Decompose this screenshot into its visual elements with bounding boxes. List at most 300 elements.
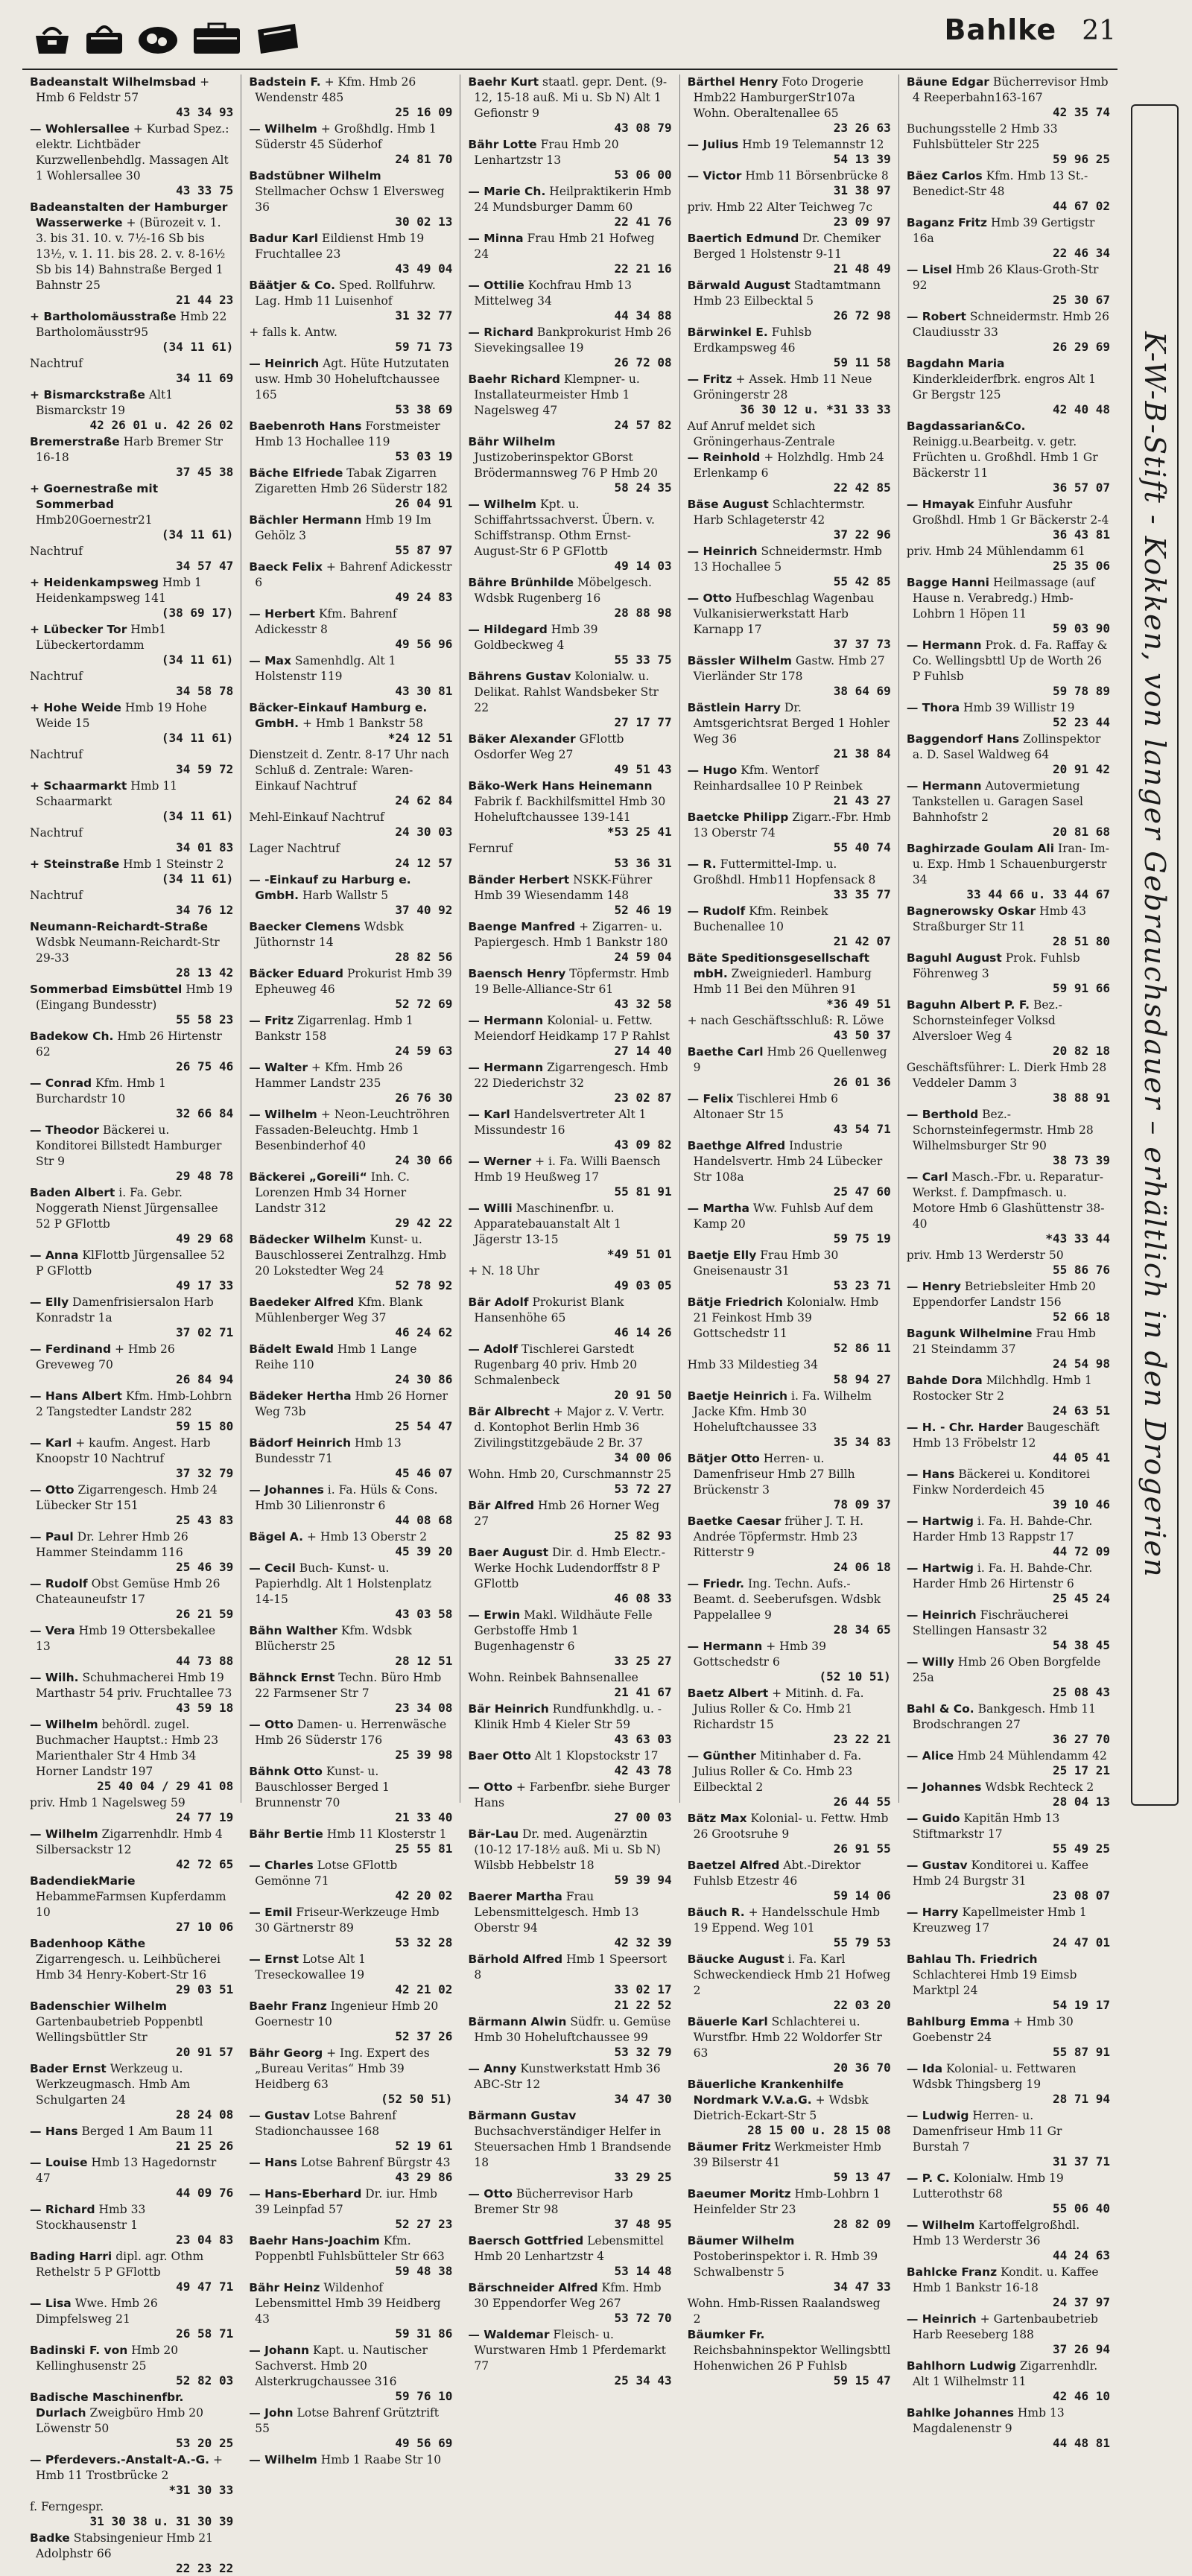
entry-details: Schlachtermstr. Harb Schlageterstr 42 xyxy=(693,498,866,527)
entry-phone: 52 37 26 xyxy=(395,2029,453,2043)
entry-details: Zigarrenhdlr. Alt 1 Wilhelmstr 11 xyxy=(912,2359,1098,2388)
directory-entry xyxy=(468,74,671,136)
page-heading xyxy=(944,13,1116,46)
entry-name: — Hmayak xyxy=(906,498,974,511)
directory-entry xyxy=(468,778,671,840)
entry-details: Lotse Bahrenf Grütztrift 55 xyxy=(255,2406,440,2435)
directory-entry xyxy=(907,1514,1110,1559)
entry-name: — R. xyxy=(687,857,717,871)
directory-entry xyxy=(688,2327,891,2388)
entry-name: — Anny xyxy=(468,2062,517,2075)
directory-entry xyxy=(30,982,233,1027)
entry-name: — Gustav xyxy=(249,2109,311,2122)
entry-name: Bahlhorn Ludwig xyxy=(906,2359,1016,2373)
directory-entry xyxy=(30,481,233,542)
entry-details: Harb Bremer Str 16-18 xyxy=(36,435,224,464)
entry-name: — Werner xyxy=(468,1155,532,1168)
entry-name: — Fritz xyxy=(249,1014,294,1027)
entry-details: i. Fa. Gebr. Noggerath Nienst Jürgensallee 52 P GFlottb xyxy=(36,1186,218,1231)
entry-phone: 49 56 69 xyxy=(395,2436,453,2450)
directory-entry xyxy=(30,1185,233,1246)
directory-entry xyxy=(907,1608,1110,1653)
directory-entry xyxy=(468,2061,671,2107)
entry-phone: 37 26 94 xyxy=(1052,2342,1111,2356)
directory-entry xyxy=(30,121,233,198)
entry-details: Fleisch- u. Wurstwaren Hmb 1 Pferdemarkt 77 xyxy=(474,2328,666,2373)
entry-phone: 25 47 60 xyxy=(833,1184,891,1199)
entry-phone: (34 11 61) xyxy=(161,872,234,886)
directory-entry xyxy=(907,262,1110,308)
entry-details: Kfm. Reinbek Buchenallee 10 xyxy=(693,904,828,933)
entry-details: + N. 18 Uhr xyxy=(468,1264,539,1278)
directory-entry xyxy=(249,419,452,464)
entry-details: Wohn. Reinbek Bahnsenallee xyxy=(468,1671,638,1684)
directory-columns xyxy=(22,74,1118,2575)
entry-name: — Johann xyxy=(249,2344,310,2357)
directory-entry xyxy=(468,1997,671,2013)
entry-details: Fuhlsb Erdkampsweg 46 xyxy=(693,326,812,355)
directory-entry xyxy=(907,356,1110,417)
directory-entry xyxy=(688,1858,891,1903)
directory-entry xyxy=(468,1342,671,1403)
directory-entry xyxy=(249,810,452,840)
entry-phone: 28 12 51 xyxy=(395,1654,453,1668)
entry-name: — Hermann xyxy=(687,1640,763,1653)
directory-entry xyxy=(468,966,671,1012)
entry-name: Bäucke August xyxy=(687,1952,784,1966)
entry-details: Hmb 11 Schaarmarkt xyxy=(36,779,178,808)
entry-details: behördl. zugel. Buchmacher Hauptst.: Hmb 23 Marienthaler Str 4 Hmb 34 Horner Landstr 197 xyxy=(36,1718,219,1778)
directory-entry xyxy=(907,168,1110,214)
directory-entry xyxy=(30,857,233,886)
directory-entry xyxy=(688,1639,891,1684)
directory-entry xyxy=(249,1623,452,1669)
directory-entry xyxy=(907,497,1110,542)
directory-entry xyxy=(907,2358,1110,2404)
entry-name: — Elly xyxy=(30,1295,69,1309)
entry-phone: (34 11 61) xyxy=(161,809,234,823)
entry-details: + Kfm. Hmb 26 Wendenstr 485 xyxy=(255,75,416,104)
directory-entry xyxy=(907,215,1110,261)
entry-phone: 24 30 03 xyxy=(395,825,453,839)
entry-phone: 27 17 77 xyxy=(614,715,672,729)
directory-column xyxy=(22,74,241,2575)
directory-entry xyxy=(907,575,1110,636)
entry-phone: 55 06 40 xyxy=(1052,2201,1111,2215)
entry-details: Wohn. Hmb 20, Curschmannstr 25 xyxy=(468,1468,672,1481)
entry-phone: 34 11 69 xyxy=(176,371,234,385)
entry-phone: 43 59 18 xyxy=(176,1701,234,1715)
entry-details: Ww. Fuhlsb Auf dem Kamp 20 xyxy=(693,1202,874,1231)
entry-name: — Anna xyxy=(30,1249,79,1262)
entry-details: priv. Hmb 24 Mühlendamm 61 xyxy=(906,545,1085,558)
directory-entry xyxy=(688,1811,891,1856)
entry-phone: 59 91 66 xyxy=(1052,981,1111,995)
entry-details: Dr. Lehrer Hmb 26 Hammer Steindamm 116 xyxy=(36,1530,188,1559)
entry-phone: 49 29 68 xyxy=(176,1231,234,1246)
handbag-icon xyxy=(33,22,72,55)
entry-name: Baertich Edmund xyxy=(687,232,799,245)
entry-phone: 53 23 71 xyxy=(833,1278,891,1292)
entry-details: Gastw. Hmb 27 Vierländer Str 178 xyxy=(693,654,885,683)
entry-phone: 23 04 83 xyxy=(176,2233,234,2247)
directory-entry xyxy=(468,669,671,730)
entry-name: Bäumer Wilhelm xyxy=(687,2234,795,2247)
entry-name: Baetcke Philipp xyxy=(687,810,789,824)
entry-name: — Hans xyxy=(30,2125,78,2138)
entry-details: NSKK-Führer Hmb 39 Wiesendamm 148 xyxy=(474,873,653,902)
entry-phone: 59 13 47 xyxy=(833,2170,891,2184)
entry-details: Kfm. Hmb 13 St.-Benedict-Str 48 xyxy=(912,169,1088,198)
entry-name: — Paul xyxy=(30,1530,74,1544)
entry-details: + Major z. V. Vertr. d. Kontophot Berlin Hmb 36 Zivilingstitzgebäude 2 Br. 37 xyxy=(474,1405,665,1450)
entry-phone: 37 40 92 xyxy=(395,903,453,917)
entry-phone: 43 54 71 xyxy=(833,1122,891,1136)
entry-name: Bägel A. xyxy=(249,1530,303,1544)
directory-entry xyxy=(907,1326,1110,1371)
entry-phone: 54 13 39 xyxy=(833,152,891,166)
directory-entry xyxy=(688,278,891,323)
directory-entry xyxy=(30,700,233,746)
entry-details: Buchungsstelle 2 Hmb 33 Fuhlsbütteler Str 225 xyxy=(906,122,1058,151)
entry-phone: 43 32 58 xyxy=(614,997,672,1011)
directory-entry xyxy=(907,951,1110,996)
entry-name: — Alice xyxy=(906,1749,954,1763)
entry-name: Bäune Edgar xyxy=(906,75,989,89)
entry-details: Südfr. u. Gemüse Hmb 30 Hoheluftchaussee 99 xyxy=(474,2015,671,2044)
entry-details: Fischräucherei Stellingen Hansastr 32 xyxy=(912,1608,1069,1637)
directory-entry xyxy=(907,638,1110,699)
entry-name: Neumann-Reichardt-Straße xyxy=(30,920,208,933)
directory-entry xyxy=(688,372,891,417)
entry-phone: 54 38 45 xyxy=(1052,1638,1111,1652)
entry-details: Prokurist Blank Hansenhöhe 65 xyxy=(474,1295,624,1325)
entry-details: Dienstzeit d. Zentr. 8-17 Uhr nach Schluß d. Zentrale: Waren-Einkauf Nachtruf xyxy=(249,748,449,793)
entry-details: Möbelgesch. Wdsbk Rugenberg 16 xyxy=(474,576,652,605)
directory-entry xyxy=(468,919,671,965)
entry-details: Masch.-Fbr. u. Reparatur-Werkst. f. Dampfmasch. u. Motore Hmb 6 Glashüttenstr 38-40 xyxy=(912,1170,1105,1231)
entry-details: i. Fa. H. Bahde-Chr. Harder Hmb 26 Hirtenstr 6 xyxy=(912,1561,1093,1590)
entry-name: Badke xyxy=(30,2531,70,2545)
entry-name: Bagunk Wilhelmine xyxy=(906,1327,1033,1340)
entry-name: Bädorf Heinrich xyxy=(249,1436,352,1450)
entry-details: + falls k. Antw. xyxy=(249,326,337,339)
entry-name: — Thora xyxy=(906,701,960,714)
entry-name: Baghirzade Goulam Ali xyxy=(906,842,1055,855)
entry-phone: 59 15 80 xyxy=(176,1419,234,1433)
directory-entry xyxy=(249,1107,452,1168)
entry-phone: 42 20 02 xyxy=(395,1888,453,1903)
directory-entry xyxy=(30,2124,233,2154)
entry-name: — P. C. xyxy=(906,2171,950,2185)
directory-entry xyxy=(907,2108,1110,2169)
directory-entry xyxy=(30,747,233,777)
entry-details: + Handelsschule Hmb 19 Eppend. Weg 101 xyxy=(693,1906,881,1935)
directory-entry xyxy=(249,1482,452,1528)
entry-details: Heilpraktikerin Hmb 24 Mundsburger Damm 60 xyxy=(474,185,672,214)
directory-entry xyxy=(249,1952,452,1997)
entry-phone: 21 41 67 xyxy=(614,1685,672,1699)
entry-phone: 28 34 65 xyxy=(833,1622,891,1637)
entry-phone: 26 75 46 xyxy=(176,1059,234,1073)
entry-details: Friseur-Werkzeuge Hmb 30 Gärtnerstr 89 xyxy=(255,1906,440,1935)
entry-phone: 25 46 39 xyxy=(176,1560,234,1574)
entry-name: Bäko-Werk Hans Heinemann xyxy=(468,779,653,793)
entry-name: — Hermann xyxy=(468,1014,544,1027)
directory-entry xyxy=(30,2531,233,2576)
entry-phone: 23 09 97 xyxy=(833,215,891,229)
entry-name: — Hartwig xyxy=(906,1514,974,1528)
entry-details: Reinigg.u.Bearbeitg. v. getr. Früchten u. Großhdl. Hmb 1 Gr Bäckerstr 11 xyxy=(912,435,1098,480)
entry-phone: 37 37 73 xyxy=(833,637,891,651)
directory-entry xyxy=(688,1013,891,1043)
directory-entry xyxy=(249,356,452,417)
entry-phone: 30 02 13 xyxy=(395,215,453,229)
entry-phone: 43 30 81 xyxy=(395,684,453,698)
entry-details: Hmb 39 Goldbeckweg 4 xyxy=(474,623,598,652)
entry-phone: 25 55 81 xyxy=(395,1841,453,1856)
entry-details: Tischlerei Garstedt Rugenbarg 40 priv. Hmb 20 Schmalenbeck xyxy=(474,1342,638,1387)
entry-phone: 28 82 09 xyxy=(833,2217,891,2231)
directory-entry xyxy=(907,1467,1110,1512)
directory-entry xyxy=(249,2452,452,2468)
directory-entry xyxy=(30,1482,233,1528)
entry-phone: 22 21 16 xyxy=(614,261,672,276)
entry-phone: 27 10 06 xyxy=(176,1920,234,1934)
directory-entry xyxy=(688,1138,891,1199)
directory-entry xyxy=(30,309,233,355)
entry-phone: 35 34 83 xyxy=(833,1435,891,1449)
entry-phone: 28 04 13 xyxy=(1052,1795,1111,1809)
entry-name: Bätjer Otto xyxy=(687,1452,760,1465)
entry-details: Nachtruf xyxy=(30,748,83,761)
entry-details: Nachtruf xyxy=(30,826,83,840)
directory-entry xyxy=(30,1248,233,1293)
entry-phone: 25 16 09 xyxy=(395,105,453,119)
entry-phone: 52 46 19 xyxy=(614,903,672,917)
entry-details: Frau Lebensmittelgesch. Hmb 13 Oberstr 94 xyxy=(474,1890,639,1935)
directory-entry xyxy=(468,1498,671,1544)
entry-name: Bässler Wilhelm xyxy=(687,654,792,667)
directory-entry xyxy=(30,2202,233,2247)
entry-phone: 52 72 69 xyxy=(395,997,453,1011)
entry-name: — Hans-Eberhard xyxy=(249,2187,362,2201)
entry-phone: 31 32 77 xyxy=(395,308,453,323)
directory-entry xyxy=(688,857,891,902)
entry-details: Hmb 1 Speersort 8 xyxy=(474,1952,668,1982)
entry-phone: 44 08 68 xyxy=(395,1513,453,1527)
entry-name: + Bartholomäusstraße xyxy=(30,310,177,323)
entry-phone: 43 29 86 xyxy=(395,2170,453,2184)
entry-phone: 25 17 21 xyxy=(1052,1763,1111,1777)
entry-details: Kunst- u. Bauschlosserei Zentralhzg. Hmb 20 Lokstedter Weg 24 xyxy=(255,1233,447,1278)
entry-name: — Willi xyxy=(468,1202,513,1215)
directory-entry xyxy=(30,1029,233,1074)
directory-entry xyxy=(249,2343,452,2404)
directory-entry xyxy=(907,1780,1110,1809)
directory-entry xyxy=(688,2139,891,2185)
entry-name: Baethe Carl xyxy=(687,1045,764,1059)
entry-details: Bäckerei u. Konditorei Billstedt Hamburger Str 9 xyxy=(36,1123,222,1168)
entry-name: Baetz Albert xyxy=(687,1687,769,1700)
entry-details: Stabsingenieur Hmb 21 Adolphstr 66 xyxy=(36,2531,213,2560)
entry-details: Zollinspektor a. D. Sasel Waldweg 64 xyxy=(912,732,1101,761)
entry-details: + Zigarren- u. Papiergesch. Hmb 1 Bankstr 180 xyxy=(474,920,668,949)
entry-phone: 59 31 86 xyxy=(395,2326,453,2341)
entry-details: Prokurist Hmb 39 Epheuweg 46 xyxy=(255,967,452,996)
entry-name: — Hans xyxy=(906,1468,955,1481)
entry-phone: 33 29 25 xyxy=(614,2170,672,2184)
directory-entry xyxy=(688,544,891,589)
entry-details: Hmb 26 Quellenweg 9 xyxy=(693,1045,887,1074)
directory-entry xyxy=(688,810,891,855)
entry-name: Bagge Hanni xyxy=(906,576,989,589)
entry-phone: 42 43 78 xyxy=(614,1763,672,1777)
entry-name: — Lisa xyxy=(30,2297,72,2310)
entry-name: Baguhn Albert P. F. xyxy=(906,998,1030,1012)
entry-details: Wdsbk Jüthornstr 14 xyxy=(255,920,404,949)
directory-entry xyxy=(907,2218,1110,2263)
directory-entry xyxy=(688,450,891,495)
entry-name: — Theodor xyxy=(30,1123,100,1137)
entry-name: — Emil xyxy=(249,1906,293,1919)
page-header xyxy=(21,6,1116,72)
directory-entry xyxy=(249,325,452,355)
entry-details: HebammeFarmsen Kupferdamm 10 xyxy=(36,1890,226,1919)
entry-details: Kolonialw. Hmb 19 Lutterothstr 68 xyxy=(912,2171,1064,2201)
entry-name: Bähnck Ernst xyxy=(249,1671,335,1684)
directory-entry xyxy=(468,1670,671,1700)
entry-details: Fabrik f. Backhilfsmittel Hmb 30 Hoheluftchaussee 139-141 xyxy=(474,795,666,824)
directory-entry xyxy=(907,2014,1110,2060)
entry-name: Baetzel Alfred xyxy=(687,1859,780,1872)
entry-name: Baetje Elly xyxy=(687,1249,757,1262)
directory-entry xyxy=(468,497,671,574)
entry-details: Reichsbahninspektor Wellingsbttl Hohenwichen 26 P Fuhlsb xyxy=(693,2344,891,2373)
entry-details: Töpfermstr. Hmb 19 Belle-Alliance-Str 61 xyxy=(474,967,670,996)
entry-details: + Wdsbk Dietrich-Eckart-Str 5 xyxy=(693,2093,869,2122)
entry-phone: 43 08 79 xyxy=(614,121,672,135)
entry-phone: 29 03 51 xyxy=(176,1982,234,1996)
entry-name: — Conrad xyxy=(30,1076,92,1090)
entry-name: — Ida xyxy=(906,2062,943,2075)
entry-details: Maschinenfbr. u. Apparatebauanstalt Alt 1 Jägerstr 13-15 xyxy=(474,1202,621,1246)
entry-details: + Bahrenf Adickesstr 6 xyxy=(255,560,452,589)
entry-name: — Harry xyxy=(906,1906,959,1919)
directory-entry xyxy=(30,2155,233,2201)
entry-phone: 25 40 04 / 29 41 08 xyxy=(97,1779,234,1793)
entry-phone: 23 34 08 xyxy=(395,1701,453,1715)
entry-name: Bär-Lau xyxy=(468,1827,519,1841)
entry-name: — Rudolf xyxy=(30,1577,88,1590)
directory-entry xyxy=(907,2265,1110,2310)
directory-entry xyxy=(688,1952,891,2013)
directory-entry xyxy=(688,200,891,229)
entry-details: Hmb 26 Oben Borgfelde 25a xyxy=(912,1655,1101,1684)
entry-name: Bäez Carlos xyxy=(906,169,983,183)
directory-entry xyxy=(688,1905,891,1950)
entry-details: Damenfrisiersalon Harb Konradstr 1a xyxy=(36,1295,214,1325)
entry-name: + Schaarmarkt xyxy=(30,779,127,793)
entry-phone: 44 73 88 xyxy=(176,1654,234,1668)
entry-details: Kfm. Blank Mühlenberger Weg 37 xyxy=(255,1295,423,1325)
entry-details: früher J. T. H. Andrée Töpfermstr. Hmb 23 Ritterstr 9 xyxy=(693,1514,864,1559)
entry-details: Zigarr.-Fbr. Hmb 13 Oberstr 74 xyxy=(693,810,891,840)
entry-details: + Hmb 39 Gottschedstr 6 xyxy=(693,1640,826,1669)
entry-phone: 52 66 18 xyxy=(1052,1310,1111,1324)
entry-phone: 24 62 84 xyxy=(395,793,453,808)
directory-entry xyxy=(249,1342,452,1387)
entry-name: — Henry xyxy=(906,1280,961,1293)
entry-details: Ingenieur Hmb 20 Goernestr 10 xyxy=(255,1999,439,2028)
entry-phone: 53 06 00 xyxy=(614,168,672,182)
entry-phone: 28 71 94 xyxy=(1052,2092,1111,2106)
directory-entry xyxy=(468,1952,671,1997)
entry-details: Kinderkleiderfbrk. engros Alt 1 Gr Bergstr 125 xyxy=(912,372,1097,402)
directory-entry xyxy=(468,1154,671,1199)
entry-name: Bätz Max xyxy=(687,1812,747,1825)
directory-entry xyxy=(249,1529,452,1559)
entry-name: — Johannes xyxy=(249,1483,324,1497)
entry-details: Forstmeister Hmb 13 Hochallee 119 xyxy=(255,419,440,448)
entry-phone: 24 54 98 xyxy=(1052,1357,1111,1371)
directory-entry xyxy=(688,1044,891,1090)
entry-name: Bähr Wilhelm xyxy=(468,435,556,448)
directory-entry xyxy=(468,372,671,433)
directory-entry xyxy=(907,121,1110,167)
entry-name: Bästlein Harry xyxy=(687,701,781,714)
entry-details: Hmb 11 Klosterstr 1 xyxy=(326,1827,447,1841)
entry-name: — Otto xyxy=(468,2187,513,2201)
suitcase-icon xyxy=(85,22,124,55)
entry-phone: 59 76 10 xyxy=(395,2389,453,2403)
entry-details: Mehl-Einkauf Nachtruf xyxy=(249,810,384,824)
entry-name: — Friedr. xyxy=(687,1577,744,1590)
directory-entry xyxy=(468,575,671,621)
entry-name: Baetje Heinrich xyxy=(687,1389,788,1403)
entry-details: Lotse Alt 1 Treseckowallee 19 xyxy=(255,1952,367,1982)
entry-name: Bahlburg Emma xyxy=(906,2015,1010,2028)
entry-phone: 43 49 04 xyxy=(395,261,453,276)
directory-entry xyxy=(688,74,891,136)
entry-name: — Ottilie xyxy=(468,279,524,292)
entry-phone: 55 87 97 xyxy=(395,543,453,557)
entry-details: Kfm. Wentorf Reinhardsallee 10 P Reinbek xyxy=(693,764,863,793)
entry-name: — Otto xyxy=(687,591,732,605)
entry-phone: *24 12 51 xyxy=(387,731,453,745)
entry-phone: 25 39 98 xyxy=(395,1748,453,1762)
entry-name: Bärwald August xyxy=(687,279,790,292)
entry-name: — Heinrich xyxy=(687,545,758,558)
directory-column xyxy=(899,74,1118,2450)
entry-phone: 49 51 43 xyxy=(614,762,672,776)
entry-name: Bärmann Alwin xyxy=(468,2015,567,2028)
entry-details: + Mitinh. d. Fa. Julius Roller & Co. Hmb 21 Richardstr 15 xyxy=(693,1687,864,1731)
entry-name: Bäcker-Einkauf Hamburg e. GmbH. xyxy=(249,701,428,730)
entry-phone: 24 47 01 xyxy=(1052,1935,1111,1950)
entry-phone: 25 35 06 xyxy=(1052,559,1111,573)
directory-entry xyxy=(468,1404,671,1465)
entry-details: Hmb 39 Willistr 19 xyxy=(963,701,1075,714)
entry-phone: 37 02 71 xyxy=(176,1325,234,1339)
directory-entry xyxy=(30,669,233,699)
entry-phone: 20 91 57 xyxy=(176,2045,234,2059)
directory-entry xyxy=(468,2327,671,2388)
entry-name: Bäuerle Karl xyxy=(687,2015,768,2028)
entry-phone: 45 39 20 xyxy=(395,1544,453,1558)
entry-details: Bez.-Schornsteinfeger Volksd Alversloer Weg 4 xyxy=(912,998,1062,1043)
entry-name: Baersch Gottfried xyxy=(468,2234,584,2247)
